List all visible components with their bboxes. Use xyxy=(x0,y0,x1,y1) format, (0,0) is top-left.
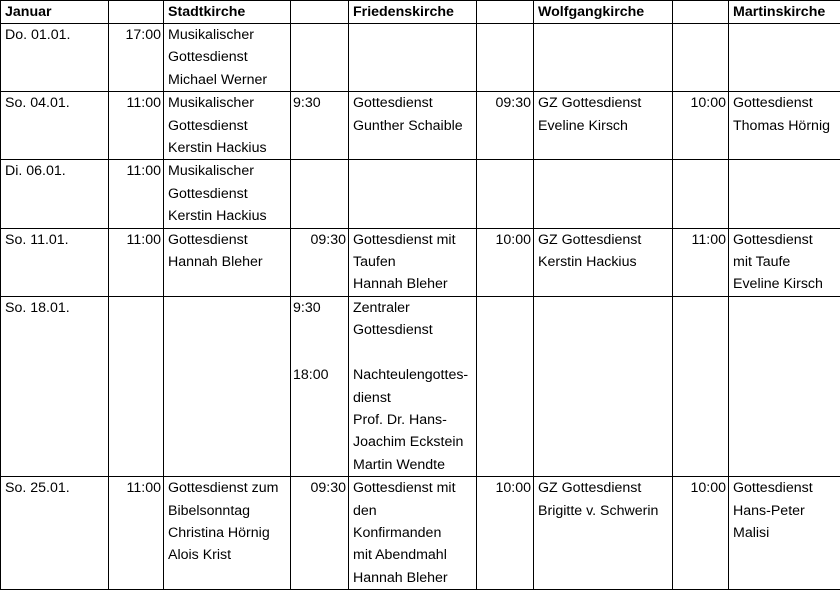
event-line: Musikalischer xyxy=(168,24,288,46)
event-line: mit Taufe xyxy=(733,251,838,273)
time-value: 09:30 xyxy=(291,477,346,499)
time-cell xyxy=(477,92,534,160)
event-line: Gottesdienst zum xyxy=(168,477,288,499)
event-cell xyxy=(164,228,291,296)
event-line: Alois Krist xyxy=(168,544,288,566)
event-cell xyxy=(349,92,477,160)
event-line: Musikalischer xyxy=(168,92,288,114)
event-cell xyxy=(729,92,840,160)
time-cell xyxy=(291,24,349,92)
event-cell xyxy=(729,477,840,590)
time-value: 17:00 xyxy=(109,24,161,46)
event-line: Gottesdienst xyxy=(168,183,288,205)
event-cell xyxy=(534,296,673,476)
header-spacer xyxy=(477,1,534,24)
time-cell xyxy=(673,92,729,160)
time-cell xyxy=(291,92,349,160)
time-cell xyxy=(291,160,349,228)
event-cell xyxy=(164,160,291,228)
time-value: 09:30 xyxy=(291,229,346,251)
time-value: 11:00 xyxy=(673,229,726,251)
date-cell: Do. 01.01. xyxy=(1,24,109,92)
event-line: Thomas Hörnig xyxy=(733,115,838,137)
table-row xyxy=(1,296,840,476)
event-line: dienst xyxy=(353,387,474,409)
event-line: den xyxy=(353,500,474,522)
header-spacer xyxy=(109,1,164,24)
time-value: 9:30 xyxy=(293,92,348,114)
table-row xyxy=(1,228,840,296)
time-cell xyxy=(477,477,534,590)
time-cell xyxy=(291,228,349,296)
event-line: Gottesdienst xyxy=(168,229,288,251)
date-cell: Di. 06.01. xyxy=(1,160,109,228)
table-row xyxy=(1,24,840,92)
event-line: Malisi xyxy=(733,522,838,544)
time-cell xyxy=(109,24,164,92)
event-cell xyxy=(729,24,840,92)
time-cell xyxy=(673,296,729,476)
event-cell xyxy=(729,228,840,296)
event-cell xyxy=(534,228,673,296)
event-line: GZ Gottesdienst xyxy=(538,92,670,114)
event-line: Gottesdienst xyxy=(168,115,288,137)
header-martinskirche: Martinskirche xyxy=(729,1,840,24)
time-value: 11:00 xyxy=(109,477,161,499)
event-line: Bibelsonntag xyxy=(168,500,288,522)
time-value: 10:00 xyxy=(673,92,726,114)
date-cell: So. 18.01. xyxy=(1,296,109,476)
time-cell xyxy=(477,24,534,92)
time-cell xyxy=(291,296,349,476)
event-cell xyxy=(534,92,673,160)
table-row xyxy=(1,477,840,590)
time-cell xyxy=(109,228,164,296)
event-line: Joachim Eckstein xyxy=(353,431,474,453)
event-line: Brigitte v. Schwerin xyxy=(538,500,670,522)
event-line: Christina Hörnig xyxy=(168,522,288,544)
event-line: GZ Gottesdienst xyxy=(538,229,670,251)
event-cell xyxy=(349,228,477,296)
time-value: 10:00 xyxy=(673,477,726,499)
event-line xyxy=(353,342,474,364)
event-line: mit Abendmahl xyxy=(353,544,474,566)
event-line: Gottesdienst xyxy=(353,319,474,341)
event-line: Martin Wendte xyxy=(353,454,474,476)
event-line: Gottesdienst xyxy=(733,477,838,499)
header-month: Januar xyxy=(1,1,109,24)
time-value-second: 18:00 xyxy=(293,364,348,386)
time-value: 11:00 xyxy=(109,92,161,114)
event-line: Eveline Kirsch xyxy=(733,273,838,295)
time-cell xyxy=(109,477,164,590)
event-cell xyxy=(534,160,673,228)
time-cell xyxy=(477,160,534,228)
event-cell xyxy=(349,296,477,476)
event-line: Hannah Bleher xyxy=(353,273,474,295)
header-stadtkirche: Stadtkirche xyxy=(164,1,291,24)
event-cell xyxy=(349,160,477,228)
event-line: Gottesdienst mit xyxy=(353,229,474,251)
header-spacer xyxy=(673,1,729,24)
time-value: 10:00 xyxy=(477,229,531,251)
header-wolfgangkirche: Wolfgangkirche xyxy=(534,1,673,24)
event-cell xyxy=(164,477,291,590)
event-line: Gottesdienst mit xyxy=(353,477,474,499)
time-cell xyxy=(291,477,349,590)
schedule-body xyxy=(1,24,840,590)
time-value: 10:00 xyxy=(477,477,531,499)
header-friedenskirche: Friedenskirche xyxy=(349,1,477,24)
time-cell xyxy=(477,296,534,476)
event-cell xyxy=(534,24,673,92)
event-cell xyxy=(349,24,477,92)
time-cell xyxy=(109,160,164,228)
event-line: Gunther Schaible xyxy=(353,115,474,137)
date-cell: So. 11.01. xyxy=(1,228,109,296)
event-cell xyxy=(349,477,477,590)
event-cell xyxy=(729,296,840,476)
time-cell xyxy=(477,228,534,296)
event-line: Zentraler xyxy=(353,297,474,319)
event-line: Gottesdienst xyxy=(168,46,288,68)
event-cell xyxy=(164,92,291,160)
event-line: Prof. Dr. Hans- xyxy=(353,409,474,431)
header-row xyxy=(1,1,840,24)
event-line: Eveline Kirsch xyxy=(538,115,670,137)
time-cell xyxy=(673,228,729,296)
event-line: Nachteulengottes- xyxy=(353,364,474,386)
event-cell xyxy=(164,296,291,476)
event-cell xyxy=(164,24,291,92)
event-cell xyxy=(729,160,840,228)
date-cell: So. 04.01. xyxy=(1,92,109,160)
table-row xyxy=(1,92,840,160)
event-cell xyxy=(534,477,673,590)
event-line: Kerstin Hackius xyxy=(168,137,288,159)
event-line: Musikalischer xyxy=(168,160,288,182)
event-line: Gottesdienst xyxy=(733,92,838,114)
time-value: 09:30 xyxy=(477,92,531,114)
table-row xyxy=(1,160,840,228)
event-line: Hannah Bleher xyxy=(168,251,288,273)
time-cell xyxy=(673,24,729,92)
event-line: Gottesdienst xyxy=(353,92,474,114)
event-line: Gottesdienst xyxy=(733,229,838,251)
time-cell xyxy=(109,296,164,476)
event-line: Michael Werner xyxy=(168,69,288,91)
time-value: 11:00 xyxy=(109,229,161,251)
event-line: Kerstin Hackius xyxy=(168,205,288,227)
event-line: Kerstin Hackius xyxy=(538,251,670,273)
event-line: Konfirmanden xyxy=(353,522,474,544)
time-cell xyxy=(673,477,729,590)
date-cell: So. 25.01. xyxy=(1,477,109,590)
time-value: 9:30 xyxy=(293,297,348,319)
event-line: GZ Gottesdienst xyxy=(538,477,670,499)
event-line: Taufen xyxy=(353,251,474,273)
time-value: 11:00 xyxy=(109,160,161,182)
event-line: Hannah Bleher xyxy=(353,567,474,589)
event-line: Hans-Peter xyxy=(733,500,838,522)
header-spacer xyxy=(291,1,349,24)
time-cell xyxy=(673,160,729,228)
time-cell xyxy=(109,92,164,160)
